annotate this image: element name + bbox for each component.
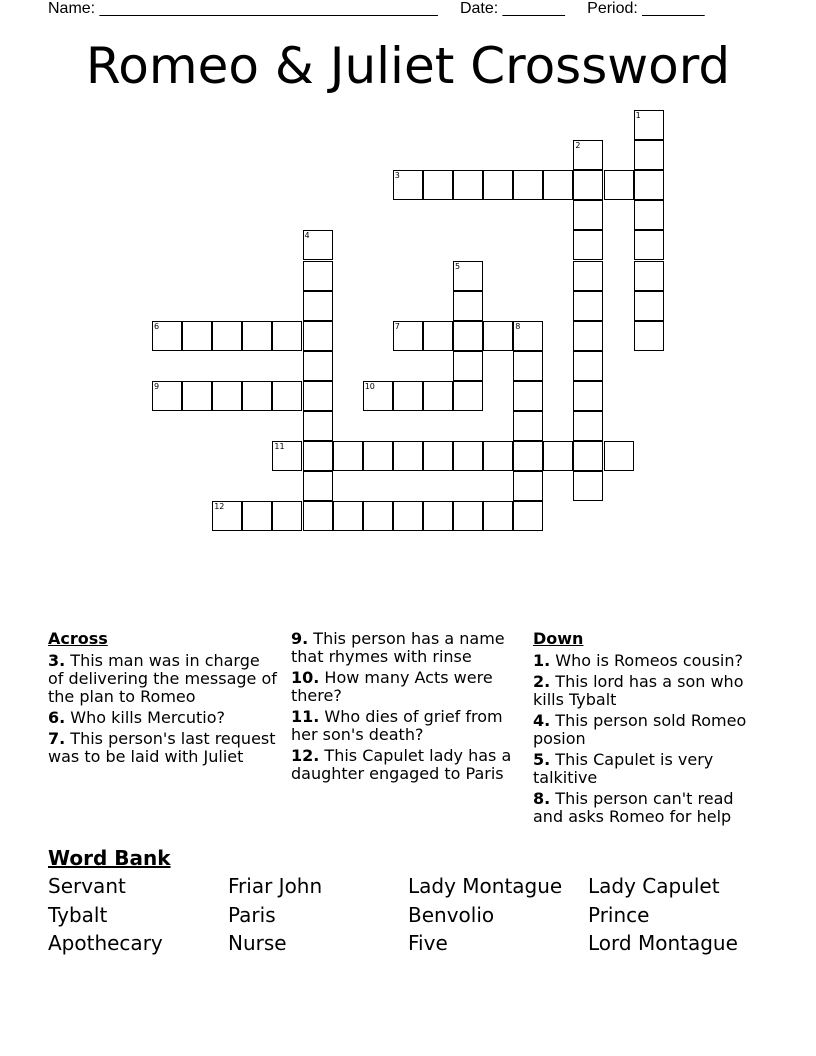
grid-cell[interactable] — [513, 411, 543, 441]
grid-cell[interactable] — [543, 441, 573, 471]
grid-cell[interactable] — [573, 351, 603, 381]
grid-cell[interactable] — [634, 170, 664, 200]
grid-cell[interactable] — [634, 200, 664, 230]
clue-down-8: 8. This person can't read and asks Romeo for help — [533, 789, 734, 826]
grid-cell[interactable] — [182, 381, 212, 411]
grid-cell[interactable] — [513, 501, 543, 531]
grid-cell[interactable] — [242, 501, 272, 531]
word-bank-title: Word Bank — [48, 846, 171, 870]
word-bank-item: Lady Capulet — [588, 874, 720, 898]
clue-number: 9 — [154, 381, 160, 391]
grid-cell[interactable] — [303, 471, 333, 501]
grid-cell[interactable] — [423, 501, 453, 531]
clue-number: 12 — [214, 502, 225, 512]
clue-number: 8 — [515, 321, 521, 331]
grid-cell[interactable] — [363, 441, 393, 471]
grid-cell[interactable] — [453, 501, 483, 531]
grid-cell[interactable] — [303, 501, 333, 531]
grid-cell[interactable] — [453, 351, 483, 381]
grid-cell[interactable] — [423, 321, 453, 351]
clue-across-3: 3. This man was in charge of delivering the message of the plan to Romeo — [48, 651, 277, 706]
word-bank-item: Lord Montague — [588, 931, 738, 955]
clue-across-12: 12. This Capulet lady has a daughter engaged to Paris — [291, 746, 512, 783]
grid-cell[interactable] — [483, 321, 513, 351]
grid-cell[interactable] — [573, 441, 603, 471]
grid-cell[interactable] — [212, 381, 242, 411]
word-bank-item: Prince — [588, 903, 650, 927]
across-clues-column-2 — [291, 630, 527, 786]
grid-cell[interactable] — [303, 351, 333, 381]
clue-across-7: 7. This person's last request was to be laid with Juliet — [48, 729, 276, 766]
word-bank-item: Benvolio — [408, 903, 495, 927]
grid-cell[interactable] — [513, 381, 543, 411]
word-bank-item: Friar John — [228, 874, 323, 898]
grid-cell[interactable] — [573, 411, 603, 441]
grid-cell[interactable] — [363, 501, 393, 531]
down-heading: Down — [533, 629, 584, 648]
grid-cell[interactable] — [543, 170, 573, 200]
grid-cell[interactable] — [423, 170, 453, 200]
grid-cell[interactable] — [634, 230, 664, 260]
grid-cell[interactable] — [573, 261, 603, 291]
grid-cell[interactable] — [303, 441, 333, 471]
grid-cell[interactable] — [272, 501, 302, 531]
grid-cell[interactable] — [513, 471, 543, 501]
grid-cell[interactable] — [242, 381, 272, 411]
grid-cell[interactable] — [453, 441, 483, 471]
grid-cell[interactable] — [333, 501, 363, 531]
grid-cell[interactable] — [513, 351, 543, 381]
grid-cell[interactable] — [303, 291, 333, 321]
word-bank-item: Nurse — [228, 931, 287, 955]
across-clues-column-1 — [48, 630, 280, 769]
clue-number: 5 — [455, 261, 461, 271]
clue-down-5: 5. This Capulet is very talkitive — [533, 750, 714, 787]
grid-cell[interactable] — [393, 441, 423, 471]
grid-cell[interactable] — [634, 140, 664, 170]
grid-cell[interactable] — [303, 261, 333, 291]
clue-across-6: 6. Who kills Mercutio? — [48, 708, 225, 727]
grid-cell[interactable] — [483, 501, 513, 531]
clue-number: 2 — [575, 141, 581, 151]
grid-cell[interactable] — [483, 170, 513, 200]
grid-cell[interactable] — [453, 381, 483, 411]
grid-cell[interactable] — [453, 291, 483, 321]
down-clues-column — [533, 630, 758, 829]
clue-down-2: 2. This lord has a son who kills Tybalt — [533, 672, 744, 709]
clue-down-4: 4. This person sold Romeo posion — [533, 711, 747, 748]
word-bank-item: Apothecary — [48, 931, 163, 955]
grid-cell[interactable] — [423, 441, 453, 471]
grid-cell[interactable] — [634, 321, 664, 351]
grid-cell[interactable] — [513, 170, 543, 200]
grid-cell[interactable] — [453, 321, 483, 351]
grid-cell[interactable] — [272, 381, 302, 411]
clue-across-10: 10. How many Acts were there? — [291, 668, 493, 705]
grid-cell[interactable] — [604, 170, 634, 200]
grid-cell[interactable] — [573, 170, 603, 200]
grid-cell[interactable] — [272, 321, 302, 351]
grid-cell[interactable] — [573, 321, 603, 351]
clue-number: 6 — [154, 321, 160, 331]
clue-number: 11 — [274, 442, 285, 452]
word-bank-item: Paris — [228, 903, 276, 927]
grid-cell[interactable] — [303, 381, 333, 411]
word-bank-item: Tybalt — [48, 903, 108, 927]
clue-number: 1 — [635, 111, 641, 120]
grid-cell[interactable] — [212, 321, 242, 351]
grid-cell[interactable] — [242, 321, 272, 351]
grid-cell[interactable] — [453, 170, 483, 200]
word-bank-item: Five — [408, 931, 448, 955]
across-heading: Across — [48, 629, 108, 648]
grid-cell[interactable] — [333, 441, 363, 471]
clue-number: 10 — [364, 381, 375, 391]
grid-cell[interactable] — [573, 200, 603, 230]
clue-across-9: 9. This person has a name that rhymes with rinse — [291, 629, 505, 666]
grid-cell[interactable] — [573, 381, 603, 411]
grid-cell[interactable] — [393, 501, 423, 531]
word-bank-item: Servant — [48, 874, 126, 898]
grid-cell[interactable] — [573, 230, 603, 260]
grid-cell[interactable] — [573, 471, 603, 501]
grid-cell[interactable] — [182, 321, 212, 351]
clue-number: 7 — [394, 321, 400, 331]
grid-cell[interactable] — [483, 441, 513, 471]
clue-across-11: 11. Who dies of grief from her son's death? — [291, 707, 503, 744]
word-bank-item: Lady Montague — [408, 874, 563, 898]
grid-cell[interactable] — [634, 291, 664, 321]
grid-cell[interactable] — [513, 441, 543, 471]
grid-cell[interactable] — [303, 411, 333, 441]
grid-cell[interactable] — [604, 441, 634, 471]
grid-cell[interactable] — [393, 381, 423, 411]
clue-down-1: 1. Who is Romeos cousin? — [533, 651, 743, 670]
student-info-line[interactable]: Name: ______________________________________ Date: _______ Period: _______ — [48, 0, 705, 17]
clue-number: 3 — [394, 171, 400, 181]
page-title: Romeo & Juliet Crossword — [85, 37, 731, 95]
grid-cell[interactable] — [573, 291, 603, 321]
grid-cell[interactable] — [303, 321, 333, 351]
grid-cell[interactable] — [634, 261, 664, 291]
clue-number: 4 — [304, 231, 310, 241]
grid-cell[interactable] — [423, 381, 453, 411]
